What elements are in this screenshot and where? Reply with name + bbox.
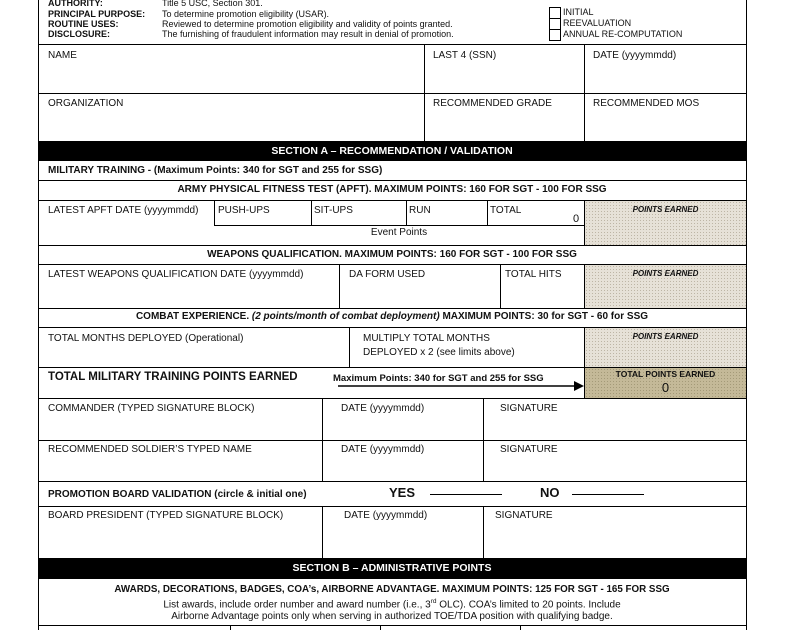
- board-president-date-label: DATE (yyyymmdd): [344, 510, 428, 521]
- months-deployed-field[interactable]: [39, 347, 348, 366]
- multiply-line-2: DEPLOYED x 2 (see limits above): [363, 347, 515, 358]
- date-field[interactable]: [585, 64, 745, 92]
- multiply-line-1: MULTIPLY TOTAL MONTHS: [363, 333, 490, 344]
- section-b-header: SECTION B – ADMINISTRATIVE POINTS: [38, 558, 746, 579]
- organization-field-label: ORGANIZATION: [48, 98, 124, 109]
- combat-points-earned-label: POINTS EARNED: [632, 332, 699, 341]
- pushups-label: PUSH-UPS: [218, 205, 270, 216]
- divider: [38, 180, 747, 181]
- rec-soldier-signature-field[interactable]: [484, 458, 745, 480]
- total-points-earned-value: 0: [661, 380, 670, 395]
- rec-grade-field-label: RECOMMENDED GRADE: [433, 98, 552, 109]
- divider: [38, 398, 747, 399]
- weapons-points-earned-label: POINTS EARNED: [632, 269, 699, 278]
- weapons-date-label: LATEST WEAPONS QUALIFICATION DATE (yyyymmdd): [48, 269, 304, 280]
- total-hits-field[interactable]: [501, 283, 583, 307]
- divider: [38, 625, 747, 626]
- da-form-label: DA FORM USED: [349, 269, 426, 280]
- combat-title-main: COMBAT EXPERIENCE.: [135, 311, 252, 322]
- yes-initial-line[interactable]: [430, 494, 502, 495]
- divider: [38, 440, 747, 441]
- no-option[interactable]: NO: [540, 485, 560, 500]
- no-initial-line[interactable]: [572, 494, 644, 495]
- combat-title-note: (2 points/month of combat deployment): [251, 311, 440, 322]
- last4-field-label: LAST 4 (SSN): [433, 50, 497, 61]
- apft-date-label: LATEST APFT DATE (yyyymmdd): [48, 205, 199, 216]
- divider: [214, 200, 215, 225]
- commander-label: COMMANDER (TYPED SIGNATURE BLOCK): [48, 403, 255, 414]
- apft-points-earned-label: POINTS EARNED: [632, 205, 699, 214]
- event-points-label: Event Points: [370, 227, 428, 238]
- total-points-earned-box[interactable]: [585, 368, 746, 398]
- combat-points-earned-box[interactable]: [585, 328, 746, 367]
- yes-option[interactable]: YES: [389, 485, 416, 500]
- board-validation-note: (circle & initial one): [211, 489, 307, 500]
- divider: [38, 93, 747, 94]
- rec-soldier-signature-label: SIGNATURE: [500, 444, 558, 455]
- divider: [230, 625, 231, 630]
- da-form-field[interactable]: [340, 283, 499, 307]
- total-label: TOTAL: [490, 205, 522, 216]
- apft-title: ARMY PHYSICAL FITNESS TEST (APFT). MAXIMUM POINTS: 160 FOR SGT - 100 FOR SSG: [177, 184, 607, 195]
- divider: [406, 200, 407, 225]
- divider: [38, 506, 747, 507]
- rec-soldier-date-field[interactable]: [323, 458, 482, 480]
- rec-soldier-field[interactable]: [39, 458, 321, 480]
- board-president-field[interactable]: [39, 524, 321, 556]
- situps-label: SIT-UPS: [314, 205, 353, 216]
- divider: [487, 200, 488, 225]
- military-training-label: MILITARY TRAINING: [48, 165, 146, 176]
- rec-soldier-date-label: DATE (yyyymmdd): [341, 444, 425, 455]
- awards-line-1: [38, 598, 746, 610]
- last4-field[interactable]: [425, 64, 583, 92]
- awards-title: AWARDS, DECORATIONS, BADGES, COA’s, AIRBORNE ADVANTAGE. MAXIMUM POINTS: 125 FOR SGT - 165 FOR SSG: [114, 584, 670, 595]
- reevaluation-option-label: REEVALUATION: [563, 18, 632, 28]
- rec-mos-field-label: RECOMMENDED MOS: [593, 98, 700, 109]
- routine-text: Reviewed to determine promotion eligibility and validity of points granted.: [162, 19, 453, 29]
- military-training-max: - (Maximum Points: 340 for SGT and 255 for SSG): [145, 165, 383, 176]
- organization-field[interactable]: [39, 112, 423, 140]
- weapons-title: WEAPONS QUALIFICATION. MAXIMUM POINTS: 160 FOR SGT - 100 FOR SSG: [207, 249, 577, 260]
- apft-points-earned-box[interactable]: [585, 201, 746, 245]
- total-mil-training-label: TOTAL MILITARY TRAINING POINTS EARNED: [48, 371, 298, 383]
- apft-total-value: 0: [573, 213, 580, 225]
- authority-text: Title 5 USC, Section 301.: [162, 0, 263, 8]
- divider: [38, 481, 747, 482]
- commander-field[interactable]: [39, 417, 321, 439]
- commander-date-label: DATE (yyyymmdd): [341, 403, 425, 414]
- board-validation-label: PROMOTION BOARD VALIDATION: [48, 489, 212, 500]
- board-president-signature-field[interactable]: [484, 524, 745, 556]
- routine-label: ROUTINE USES:: [48, 19, 119, 29]
- divider: [38, 245, 747, 246]
- divider: [349, 327, 350, 367]
- weapons-date-field[interactable]: [39, 283, 338, 307]
- section-a-header: SECTION A – RECOMMENDATION / VALIDATION: [38, 141, 746, 161]
- divider: [311, 200, 312, 225]
- combat-title-max: MAXIMUM POINTS: 30 for SGT - 60 for SSG: [439, 311, 649, 322]
- form-right-border: [746, 0, 747, 630]
- awards-line-1-start: List awards, include order number and award number (i.e., 3: [163, 599, 431, 611]
- divider: [520, 625, 521, 630]
- arrow-right-icon: [338, 380, 584, 392]
- divider: [38, 44, 747, 45]
- months-deployed-label: TOTAL MONTHS DEPLOYED (Operational): [48, 333, 244, 344]
- disclosure-label: DISCLOSURE:: [48, 29, 111, 39]
- board-validation-heading: [48, 489, 307, 500]
- board-president-date-field[interactable]: [323, 524, 482, 556]
- run-label: RUN: [409, 205, 431, 216]
- commander-signature-label: SIGNATURE: [500, 403, 558, 414]
- total-hits-label: TOTAL HITS: [505, 269, 562, 280]
- weapons-points-earned-box[interactable]: [585, 265, 746, 308]
- divider: [38, 308, 747, 309]
- board-president-signature-label: SIGNATURE: [495, 510, 553, 521]
- commander-signature-field[interactable]: [484, 417, 745, 439]
- commander-date-field[interactable]: [323, 417, 482, 439]
- name-field-label: NAME: [48, 50, 77, 61]
- date-field-label: DATE (yyyymmdd): [593, 50, 677, 61]
- authority-label: AUTHORITY:: [48, 0, 103, 8]
- military-training-heading: [48, 165, 382, 176]
- awards-line-1-superscript: rd: [430, 598, 437, 605]
- purpose-text: To determine promotion eligibility (USAR).: [162, 9, 330, 19]
- divider: [380, 625, 381, 630]
- board-president-label: BOARD PRESIDENT (TYPED SIGNATURE BLOCK): [48, 510, 284, 521]
- total-points-earned-label: TOTAL POINTS EARNED: [615, 369, 716, 379]
- apft-date-field[interactable]: [39, 218, 213, 244]
- rec-mos-field[interactable]: [585, 112, 745, 140]
- disclosure-text: The furnishing of fraudulent information may result in denial of promotion.: [162, 29, 454, 39]
- annual-recomputation-option-label: ANNUAL RE-COMPUTATION: [563, 29, 683, 39]
- rec-soldier-label: RECOMMENDED SOLDIER’S TYPED NAME: [48, 444, 252, 455]
- annual-recomputation-checkbox[interactable]: [549, 29, 561, 41]
- combat-title: [38, 311, 746, 322]
- initial-option-label: INITIAL: [563, 7, 594, 17]
- awards-line-2: Airborne Advantage points only when serving in authorized TOE/TDA position with qualifying badge.: [171, 611, 613, 622]
- max-points-note: Maximum Points: 340 for SGT and 255 for SSG: [333, 373, 544, 384]
- name-field[interactable]: [39, 64, 423, 92]
- rec-grade-field[interactable]: [425, 112, 583, 140]
- awards-line-1-end: OLC). COA’s limited to 20 points. Include: [436, 599, 621, 611]
- purpose-label: PRINCIPAL PURPOSE:: [48, 9, 146, 19]
